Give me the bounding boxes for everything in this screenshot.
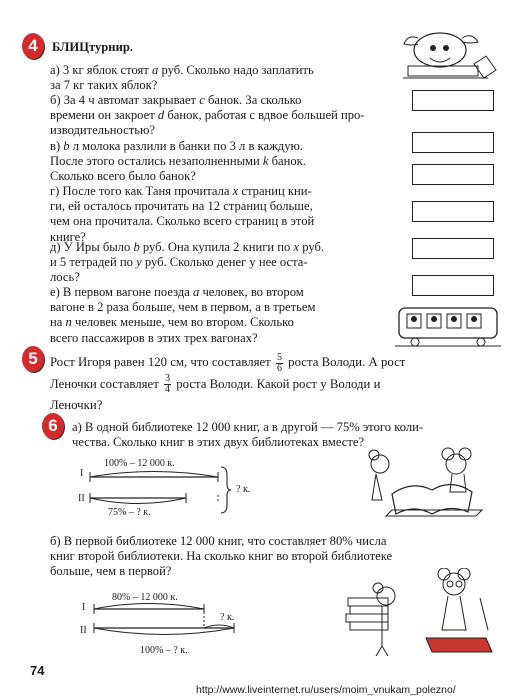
- task6b-text: б) В первой библиотеке 12 000 книг, что составляет 80% числа книг второй библиотеки. На сколько книг во второй библиотеке больше, чем в первой?: [50, 534, 393, 579]
- task4-item-e: е) В первом вагоне поезда a человек, во втором вагоне в 2 раза больше, чем в первом, а в третьем на n человек меньше, чем во втором. Сколько всего пассажиров в этих трех вагонах?: [50, 285, 316, 345]
- diagram2-row2-label: II: [80, 625, 87, 636]
- fraction-five-sixths: $\frac{5}{6}$: [276, 351, 282, 374]
- diagram2-bottom-label: 100% – ? к.: [140, 645, 188, 656]
- diagram1-row1-label: I: [80, 468, 84, 479]
- answer-box-v[interactable]: [412, 132, 494, 153]
- task4-item-g: г) После того как Таня прочитала x страниц кни- ги, ей осталось прочитать на 12 страниц больше, чем она прочитала. Сколько всего страниц в этой книге?: [50, 184, 315, 244]
- diagram1-row2-label: II: [78, 493, 85, 504]
- diagram1-total-label: ? к.: [236, 484, 251, 495]
- answer-box-b[interactable]: [412, 90, 494, 111]
- diagram1-bottom-label: 75% – ? к.: [108, 507, 151, 518]
- task5-text: Рост Игоря равен 120 см, что составляет $\frac{5}{6}$ роста Володи. А рост Леночки составляет $\frac{3}{4}$ роста Володи. Какой рост у Володи и Леночки?: [50, 351, 406, 413]
- diagram2-diff-label: ? к.: [220, 612, 235, 623]
- answer-box-a[interactable]: [412, 164, 494, 185]
- page-number: 74: [30, 663, 45, 678]
- illustration-mice-reading-icon: [352, 446, 502, 526]
- task-number-badge: 5: [22, 346, 44, 372]
- diagram1-brace: [220, 466, 232, 519]
- task6a-text: а) В одной библиотеке 12 000 книг, а в другой — 75% этого коли- чества. Сколько книг в этих двух библиотеках вместе?: [72, 420, 424, 450]
- diagram2-top-label: 80% – 12 000 к.: [112, 592, 178, 603]
- task4-item-a: а) 3 кг яблок стоят a руб. Сколько надо заплатить за 7 кг таких яблок?: [50, 63, 314, 93]
- task-number-badge: 4: [22, 33, 44, 59]
- task-title: БЛИЦтурнир.: [52, 40, 133, 54]
- task-number-badge: 6: [42, 413, 64, 439]
- answer-box-d[interactable]: [412, 238, 494, 259]
- illustration-train-car-icon: [393, 302, 503, 348]
- source-url[interactable]: http://www.liveinternet.ru/users/moim_vnukam_polezno/: [196, 684, 456, 696]
- task4-item-d: д) У Иры было b руб. Она купила 2 книги по x руб. и 5 тетрадей по y руб. Сколько денег у нее оста- лось?: [50, 240, 325, 285]
- illustration-mice-with-books-icon: [340, 568, 502, 664]
- diagram1-top-label: 100% – 12 000 к.: [104, 458, 175, 469]
- illustration-clown-icon: [388, 28, 500, 84]
- diagram2-row1-label: I: [82, 602, 86, 613]
- fraction-three-quarters: $\frac{3}{4}$: [165, 373, 171, 396]
- answer-box-g[interactable]: [412, 201, 494, 222]
- task4-item-v: в) b л молока разлили в банки по 3 л в каждую. После этого остались незаполненными k банок. Сколько всего было банок?: [50, 139, 306, 184]
- task4-item-b: б) За 4 ч автомат закрывает c банок. За сколько времени он закроет d банок, работая с вдвое большей про- изводительностью?: [50, 93, 365, 138]
- answer-box-e[interactable]: [412, 275, 494, 296]
